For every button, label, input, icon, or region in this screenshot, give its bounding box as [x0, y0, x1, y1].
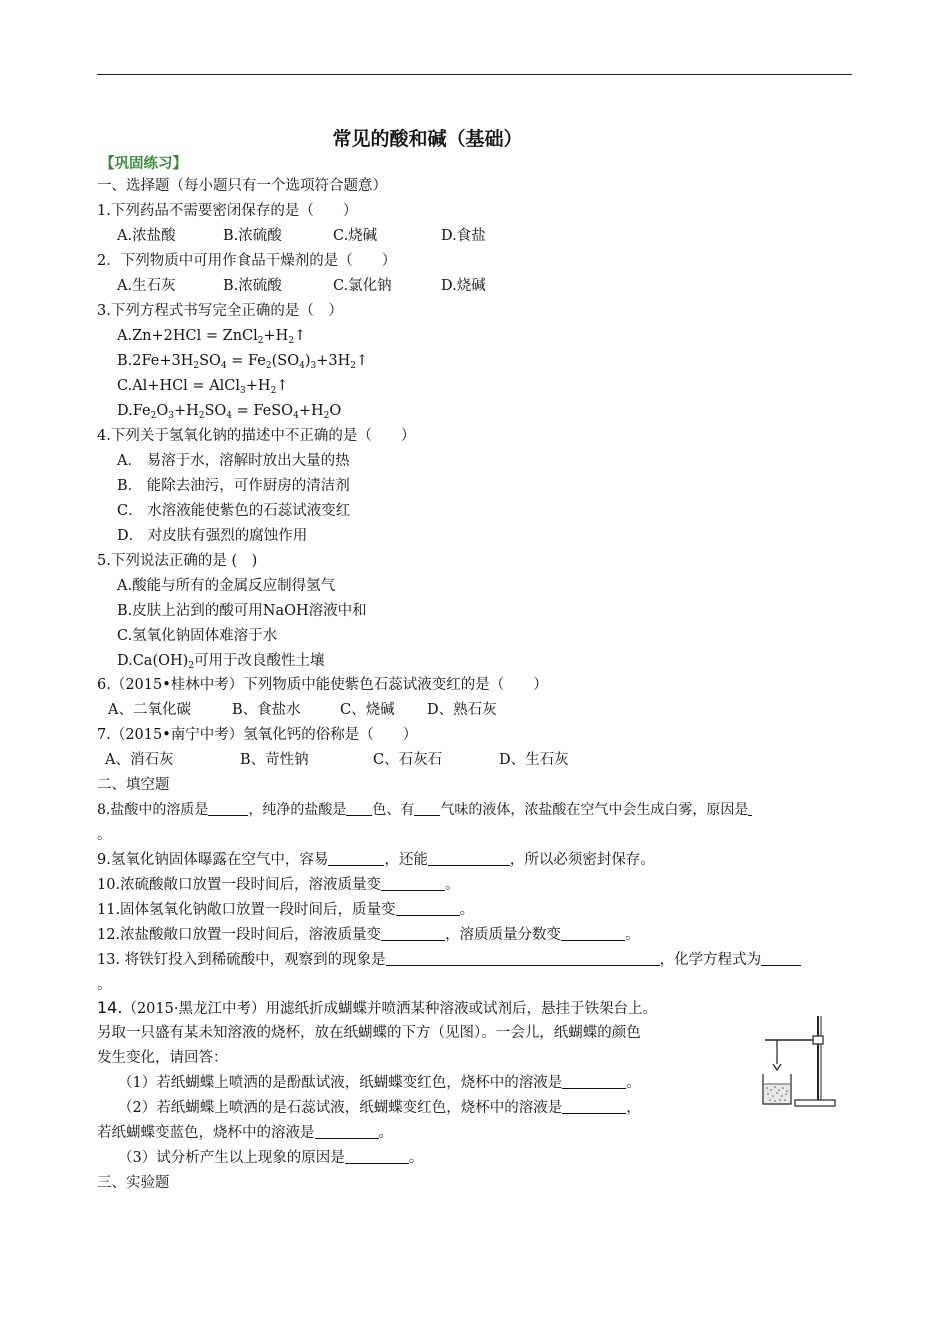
q5-option-b: B.皮肤上沾到的酸可用NaOH溶液中和	[117, 603, 367, 619]
question-5-stem: 5.下列说法正确的是 ( )	[97, 553, 258, 569]
q1-option-d: D.食盐	[441, 228, 486, 244]
q14-blank-3[interactable]	[315, 1123, 379, 1139]
q8-blank-color[interactable]	[346, 800, 372, 816]
q12-blank-2[interactable]	[561, 925, 625, 941]
q5-option-d: $D.Ca(OH)_2$可用于改良酸性土壤	[117, 653, 325, 671]
q13-blank-phenomenon[interactable]	[386, 950, 660, 966]
q10-blank[interactable]	[381, 875, 445, 891]
q2-option-b: B.浓硫酸	[223, 278, 282, 294]
q8-blank-reason[interactable]	[748, 800, 752, 816]
q3-option-c: $C.Al+HCl = AlCl_3+H_2↑$	[117, 378, 289, 396]
q3-option-b: $B.2Fe+3H_2SO_4$ = $Fe_2(SO_4)_3+3H_2↑$	[117, 353, 369, 371]
q4-option-d: D． 对皮肤有强烈的腐蚀作用	[117, 528, 308, 544]
part-heading-experiment: 三、实验题	[97, 1175, 170, 1191]
q14-blank-4[interactable]	[345, 1148, 409, 1164]
iron-stand-figure	[755, 1012, 850, 1112]
q7-option-d: D、生石灰	[499, 752, 569, 768]
question-4-stem: 4.下列关于氢氧化钠的描述中不正确的是（ ）	[97, 428, 416, 444]
q13-end: 。	[97, 977, 112, 993]
q6-option-a: A、二氧化碳	[108, 702, 191, 718]
q7-option-a: A、消石灰	[105, 752, 174, 768]
question-6-stem: 6.（2015•桂林中考）下列物质中能使紫色石蕊试液变红的是（ ）	[97, 677, 548, 693]
q8-end: 。	[97, 827, 112, 843]
q6-option-d: D、熟石灰	[427, 702, 497, 718]
question-13: 13. 将铁钉投入到稀硫酸中，观察到的现象是 ，化学方程式为	[97, 950, 801, 970]
q14-sub-2: （2）若纸蝴蝶上喷洒的是石蕊试液，纸蝴蝶变红色，烧杯中的溶液是 ，	[118, 1100, 641, 1116]
question-14-line-3: 发生变化，请回答：	[97, 1050, 228, 1066]
question-9: 9.氢氧化钠固体曝露在空气中，容易 ，还能 ，所以必须密封保存。	[97, 852, 655, 868]
beaker-icon	[763, 1074, 791, 1104]
part-heading-choice: 一、选择题（每小题只有一个选项符合题意）	[97, 178, 387, 194]
q7-option-c: C、石灰石	[373, 752, 443, 768]
question-14-line-1: 14.（2015·黑龙江中考）用滤纸折成蝴蝶并喷洒某种溶液或试剂后，悬挂于铁架台上。	[97, 998, 657, 1017]
q1-option-c: C.烧碱	[333, 228, 378, 244]
q1-option-a: A.浓盐酸	[117, 228, 176, 244]
q2-option-a: A.生石灰	[117, 278, 176, 294]
q7-option-b: B、苛性钠	[240, 752, 309, 768]
question-10: 10.浓硫酸敞口放置一段时间后，溶液质量变 。	[97, 877, 460, 893]
q14-blank-2[interactable]	[562, 1098, 626, 1114]
q3-option-d: $D.Fe_2O_3+H_2SO_4$ = $FeSO_4+H_2O$	[117, 403, 342, 421]
q12-blank-1[interactable]	[381, 925, 445, 941]
q2-option-d: D.烧碱	[441, 278, 486, 294]
q14-sub-3: （3）试分析产生以上现象的原因是 。	[118, 1150, 424, 1166]
question-14-line-2: 另取一只盛有某未知溶液的烧杯，放在纸蝴蝶的下方（见图）。一会儿，纸蝴蝶的颜色	[97, 1025, 641, 1041]
q8-blank-solute[interactable]	[208, 800, 248, 816]
question-11: 11.固体氢氧化钠敞口放置一段时间后，质量变 。	[97, 902, 475, 918]
question-2-stem: 2．下列物质中可用作食品干燥剂的是（ ）	[97, 253, 397, 269]
q5-option-a: A.酸能与所有的金属反应制得氢气	[117, 578, 336, 594]
question-8: 8.盐酸中的溶质是 ，纯净的盐酸是 色、有 气味的液体，浓盐酸在空气中会生成白雾，原因是	[97, 800, 752, 820]
question-1-stem: 1.下列药品不需要密闭保存的是（ ）	[97, 203, 358, 219]
q11-blank[interactable]	[396, 900, 460, 916]
q1-option-b: B.浓硫酸	[223, 228, 282, 244]
q9-blank-2[interactable]	[428, 850, 510, 866]
q14-sub-2-cont: 若纸蝴蝶变蓝色，烧杯中的溶液是 。	[97, 1125, 393, 1141]
q4-option-c: C． 水溶液能使紫色的石蕊试液变红	[117, 503, 351, 519]
q5-option-c: C.氢氧化钠固体难溶于水	[117, 628, 278, 644]
header-rule	[97, 74, 852, 75]
q14-sub-1: （1）若纸蝴蝶上喷洒的是酚酞试液，纸蝴蝶变红色，烧杯中的溶液是 。	[118, 1075, 641, 1091]
question-12: 12.浓盐酸敞口放置一段时间后，溶液质量变 ，溶质质量分数变 。	[97, 927, 640, 943]
question-7-stem: 7.（2015•南宁中考）氢氧化钙的俗称是（ ）	[97, 727, 418, 743]
q2-option-c: C.氯化钠	[333, 278, 392, 294]
part-heading-fill: 二、填空题	[97, 777, 170, 793]
q6-option-c: C、烧碱	[340, 702, 395, 718]
q4-option-b: B． 能除去油污，可作厨房的清洁剂	[117, 478, 350, 494]
q4-option-a: A． 易溶于水，溶解时放出大量的热	[117, 453, 350, 469]
question-3-stem: 3.下列方程式书写完全正确的是（ ）	[97, 303, 343, 319]
q13-blank-equation[interactable]	[761, 950, 801, 966]
q8-blank-odor[interactable]	[414, 800, 440, 816]
q14-blank-1[interactable]	[562, 1073, 626, 1089]
q9-blank-1[interactable]	[328, 850, 384, 866]
q6-option-b: B、食盐水	[232, 702, 301, 718]
q3-option-a: $A.Zn+2HCl = ZnCl_2+H_2↑$	[117, 328, 307, 346]
section-tag: 【巩固练习】	[100, 156, 187, 172]
page-title: 常见的酸和碱（基础）	[332, 128, 523, 150]
